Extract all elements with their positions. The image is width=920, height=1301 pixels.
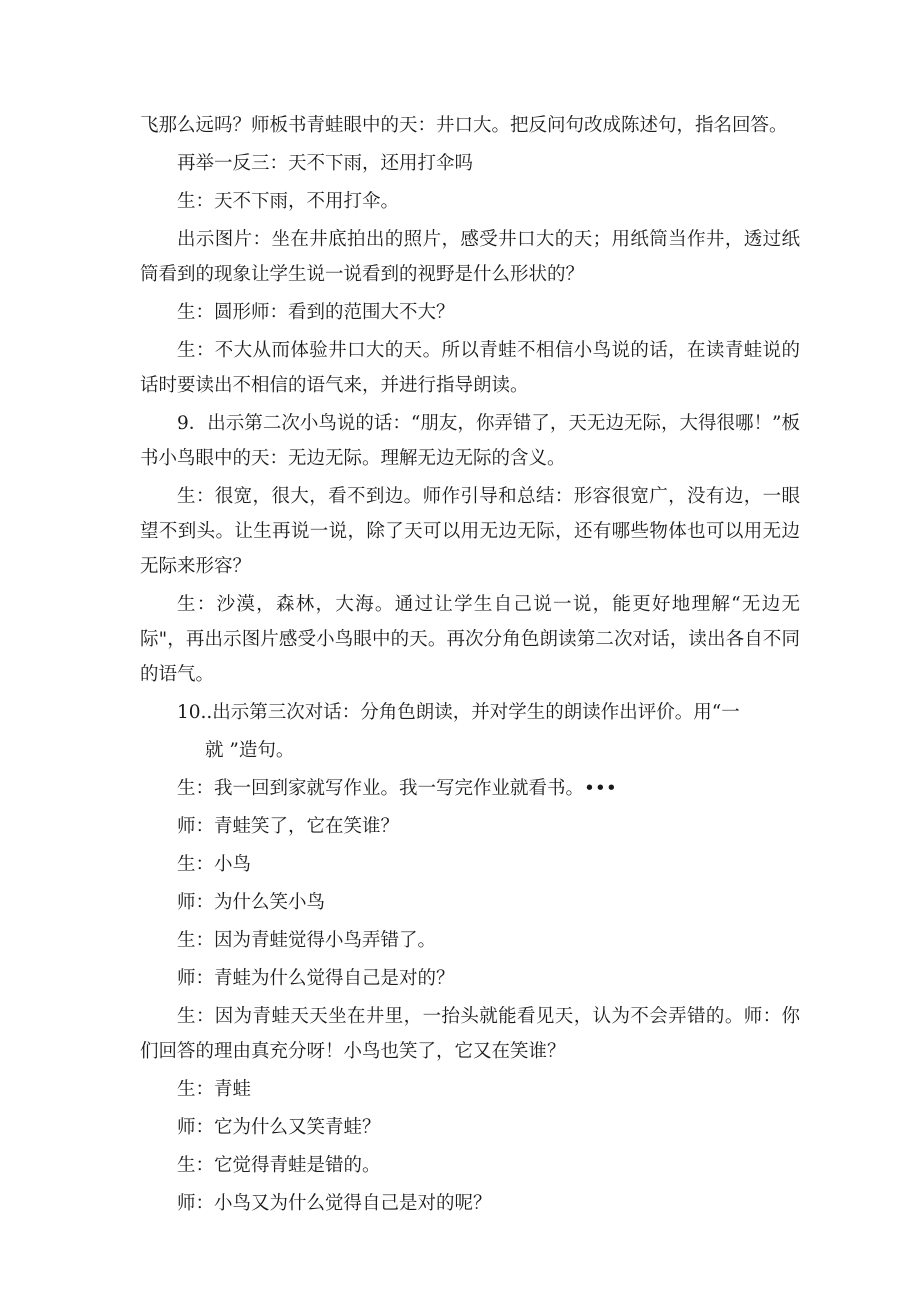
paragraph: 师：青蛙为什么觉得自己是对的？ <box>177 968 455 989</box>
paragraph: 师：为什么笑小鸟 <box>177 892 326 913</box>
document-page <box>140 108 800 1224</box>
paragraph: 生：小鸟 <box>177 854 252 875</box>
paragraph: 生：因为青蛙天天坐在井里，一抬头就能看见天，认为不会弄错的。师：你们回答的理由真充分呀！小鸟也笑了，它又在笑谁？ <box>140 1006 800 1062</box>
paragraph: 师：小鸟又为什么觉得自己是对的呢？ <box>177 1193 492 1214</box>
paragraph: 飞那么远吗？师板书青蛙眼中的天：井口大。把反问句改成陈述句，指名回答。 <box>140 115 788 136</box>
paragraph: 生：青蛙 <box>177 1079 252 1100</box>
paragraph: 10..出示第三次对话：分角色朗读，并对学生的朗读作出评价。用“一 <box>177 702 740 723</box>
paragraph: 生：它觉得青蛙是错的。 <box>177 1155 381 1176</box>
paragraph: 生：很宽，很大，看不到边。师作引导和总结：形容很宽广，没有边，一眼望不到头。让生再说一说，除了天可以用无边无际，还有哪些物体也可以用无边无际来形容？ <box>140 486 800 577</box>
paragraph: 生：因为青蛙觉得小鸟弄错了。 <box>177 930 437 951</box>
paragraph: 师：青蛙笑了，它在笑谁？ <box>177 816 400 837</box>
paragraph: 生：不大从而体验井口大的天。所以青蛙不相信小鸟说的话，在读青蛙说的话时要读出不相信的语气来，并进行指导朗读。 <box>140 340 800 396</box>
paragraph: 生：沙漠，森林，大海。通过让学生自己说一说，能更好地理解“无边无际"，再出示图片感受小鸟眼中的天。再次分角色朗读第二次对话，读出各自不同的语气。 <box>140 594 800 685</box>
paragraph: 9．出示第二次小鸟说的话：“朋友，你弄错了，天无边无际，大得很哪！”板书小鸟眼中的天：无边无际。理解无边无际的含义。 <box>140 413 800 469</box>
paragraph: 生：圆形师：看到的范围大不大？ <box>177 302 455 323</box>
paragraph: 生：天不下雨，不用打伞。 <box>177 191 400 212</box>
paragraph: 再举一反三：天不下雨，还用打伞吗 <box>177 153 474 174</box>
paragraph: 生：我一回到家就写作业。我一写完作业就看书。••• <box>177 778 617 799</box>
paragraph: 就 ”造句。 <box>205 740 295 761</box>
paragraph: 师：它为什么又笑青蛙？ <box>177 1117 381 1138</box>
paragraph: 出示图片：坐在井底拍出的照片，感受井口大的天；用纸筒当作井，透过纸筒看到的现象让学生说一说看到的视野是什么形状的？ <box>140 229 800 285</box>
